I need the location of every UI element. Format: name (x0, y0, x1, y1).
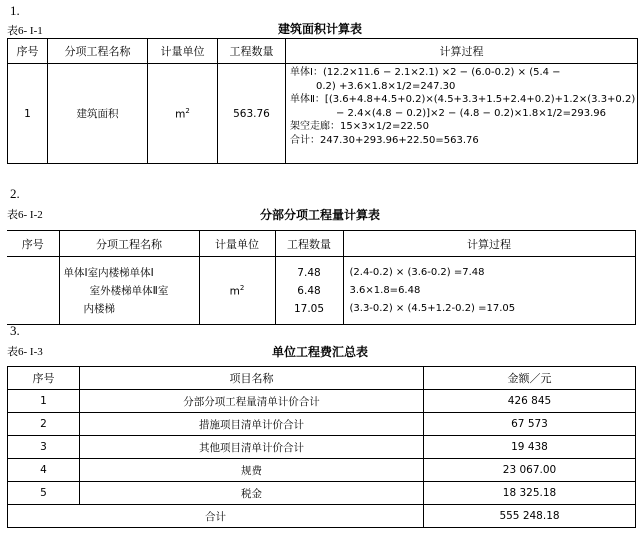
section-number: 1. (10, 3, 20, 18)
table-id: 表6- I-1 (7, 25, 43, 37)
table-row (8, 413, 636, 436)
cell-total-label: 合计 (8, 505, 424, 528)
cell-seq: 5 (8, 482, 80, 505)
cell-total-amount: 555 248.18 (424, 505, 636, 528)
process-line: (3.3-0.2) × (4.5+1.2-0.2) =17.05 (349, 302, 516, 314)
cell-amount: 23 067.00 (424, 459, 636, 482)
process-line: (2.4-0.2) × (3.6-0.2) =7.48 (349, 266, 485, 278)
table-id: 表6- I-3 (7, 346, 43, 358)
cell-seq (7, 257, 59, 325)
cell-qty: 563.76 (218, 64, 286, 164)
process-line: 单体Ⅱ：[(3.6+4.8+4.5+0.2)×(4.5+3.3+1.5+2.4+0.2)+1.2×(3.3+0.2) (290, 94, 636, 106)
header-qty: 工程数量 (275, 231, 343, 257)
process-line: 合计：247.30+293.96+22.50=563.76 (290, 134, 479, 146)
cell-amount: 19 438 (424, 436, 636, 459)
cost-summary-table (7, 366, 636, 528)
table-id: 表6- I-2 (7, 209, 43, 221)
process-line: 3.6×1.8=6.48 (349, 284, 421, 296)
header-unit: 计量单位 (148, 39, 218, 64)
header-seq: 序号 (8, 39, 48, 64)
header-process: 计算过程 (286, 39, 638, 64)
unit-base: m (229, 285, 240, 298)
name-line: 内楼梯 (83, 302, 115, 315)
table-title: 单位工程费汇总表 (271, 345, 368, 359)
cell-item: 规费 (80, 459, 424, 482)
table-total-row (8, 505, 636, 528)
name-line: 单体Ⅰ室内楼梯单体Ⅰ (63, 266, 154, 279)
process-line: − 2.4×(4.8 − 0.2)]×2 − (4.8 − 0.2)×1.8×1/2=293.96 (336, 107, 607, 119)
table-title: 建筑面积计算表 (277, 22, 362, 36)
process-line: 架空走廊：15×3×1/2=22.50 (290, 121, 429, 133)
cell-seq: 1 (8, 64, 48, 164)
header-unit: 计量单位 (199, 231, 275, 257)
header-name: 分项工程名称 (59, 231, 199, 257)
qty-line: 6.48 (297, 284, 321, 297)
cell-seq: 3 (8, 436, 80, 459)
cell-qty (275, 257, 343, 325)
cell-unit (199, 257, 275, 325)
unit-base: m (175, 108, 186, 121)
name-line: 室外楼梯单体Ⅱ室 (89, 284, 169, 297)
cell-unit (148, 64, 218, 164)
cell-item: 其他项目清单计价合计 (80, 436, 424, 459)
cell-amount: 426 845 (424, 390, 636, 413)
header-seq: 序号 (8, 367, 80, 390)
cell-item: 分部分项工程量清单计价合计 (80, 390, 424, 413)
header-amount: 金额／元 (424, 367, 636, 390)
qty-line: 17.05 (293, 302, 325, 315)
header-name: 分项工程名称 (48, 39, 148, 64)
table-row (8, 390, 636, 413)
cell-process (343, 257, 635, 325)
cell-name (59, 257, 199, 325)
table-row (8, 436, 636, 459)
cell-item: 措施项目清单计价合计 (80, 413, 424, 436)
table-row (8, 459, 636, 482)
table-row (8, 64, 638, 164)
header-seq: 序号 (7, 231, 59, 257)
header-process: 计算过程 (343, 231, 635, 257)
cell-item: 税金 (80, 482, 424, 505)
cell-name: 建筑面积 (48, 64, 148, 164)
header-item: 项目名称 (80, 367, 424, 390)
cell-process (286, 64, 638, 164)
quantity-calc-table (7, 230, 636, 325)
process-line: 0.2) +3.6×1.8×1/2=247.30 (316, 80, 456, 92)
cell-seq: 1 (8, 390, 80, 413)
unit-sup: 2 (185, 106, 190, 115)
cell-seq: 4 (8, 459, 80, 482)
cell-seq: 2 (8, 413, 80, 436)
table-row (8, 482, 636, 505)
table-title: 分部分项工程量计算表 (259, 208, 380, 222)
cell-amount: 67 573 (424, 413, 636, 436)
table-row (7, 257, 635, 325)
unit-sup: 2 (239, 283, 245, 292)
process-line: 单体Ⅰ：(12.2×11.6 − 2.1×2.1) ×2 − (6.0-0.2) × (5.4 − (290, 67, 561, 78)
section-number: 3. (10, 323, 20, 338)
cell-amount: 18 325.18 (424, 482, 636, 505)
building-area-table (7, 38, 638, 164)
qty-line: 7.48 (297, 266, 321, 279)
header-qty: 工程数量 (218, 39, 286, 64)
section-number: 2. (10, 186, 20, 201)
